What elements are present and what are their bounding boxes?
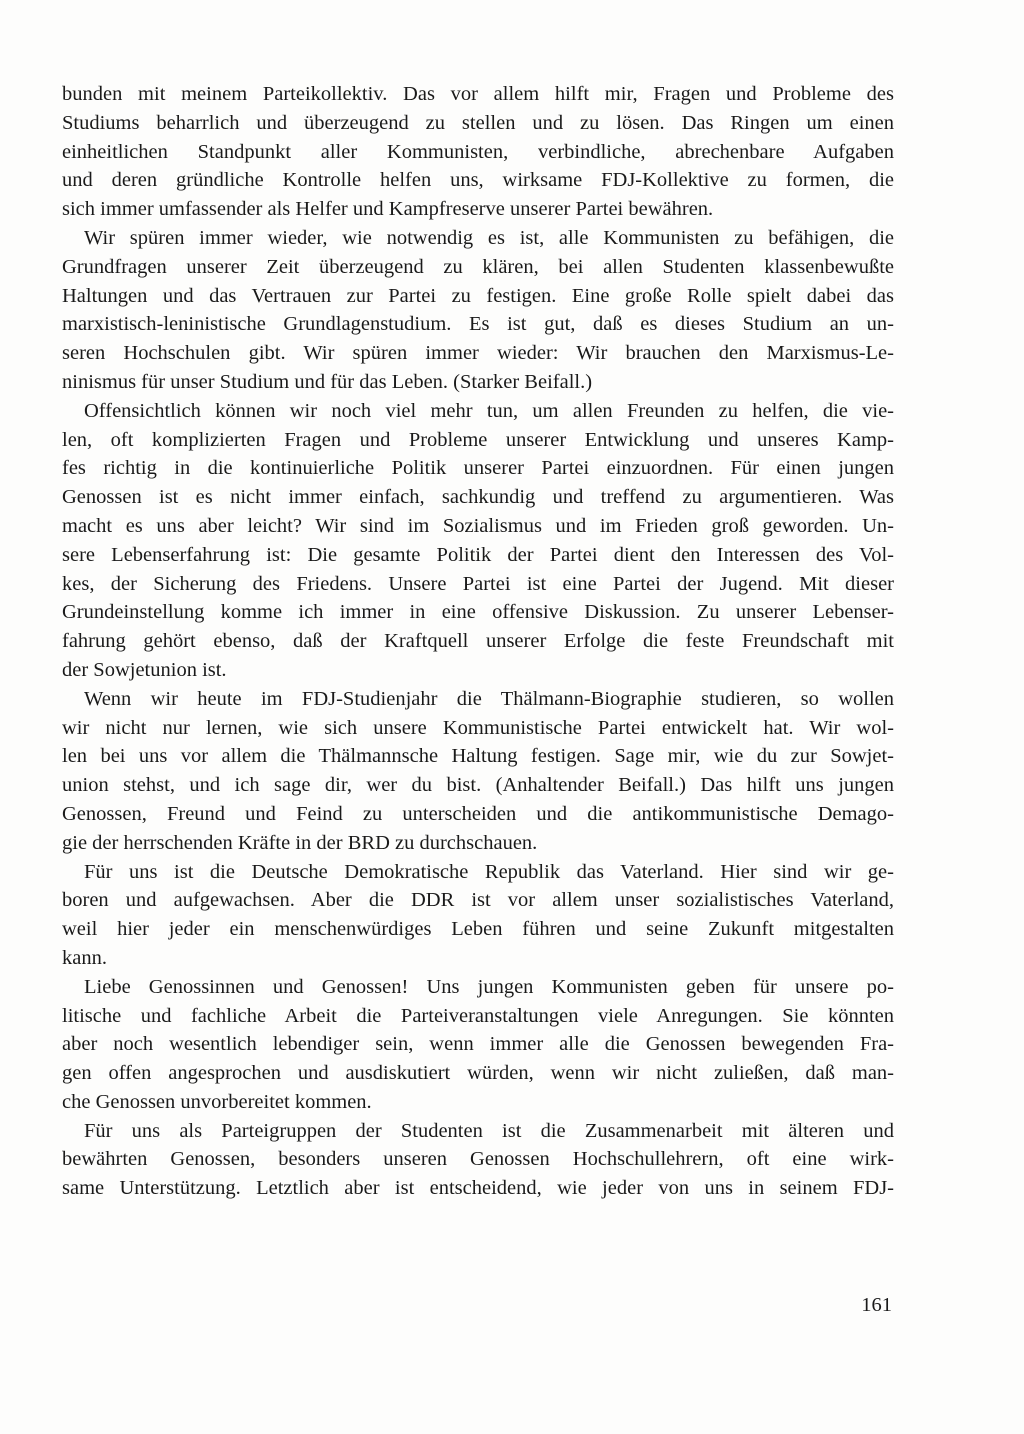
- text-line: Wenn wir heute im FDJ-Studienjahr die Thälmann-Biographie studieren, so wollen: [84, 687, 894, 710]
- text-line: kes, der Sicherung des Friedens. Unsere Partei ist eine Partei der Jugend. Mit dieser: [62, 572, 894, 595]
- text-line: seren Hochschulen gibt. Wir spüren immer wieder: Wir brauchen den Marxismus-Le-: [62, 342, 894, 365]
- text-line: bewährten Genossen, besonders unseren Genossen Hochschullehrern, oft eine wirk-: [62, 1148, 894, 1171]
- text-line: gen offen angesprochen und ausdiskutiert würden, wenn wir nicht zuließen, daß man-: [62, 1062, 894, 1085]
- text-line: Studiums beharrlich und überzeugend zu stellen und zu lösen. Das Ringen um einen: [62, 111, 894, 134]
- text-line: sere Lebenserfahrung ist: Die gesamte Politik der Partei dient den Interessen des Vol-: [62, 543, 894, 566]
- text-line: union stehst, und ich sage dir, wer du bist. (Anhaltender Beifall.) Das hilft uns jungen: [62, 774, 894, 797]
- text-line: Grundeinstellung komme ich immer in eine offensive Diskussion. Zu unserer Lebenser-: [62, 601, 894, 624]
- text-line: macht es uns aber leicht? Wir sind im Sozialismus und im Frieden groß geworden. Un-: [62, 514, 894, 537]
- paragraph-3: [62, 397, 894, 685]
- paragraph-4: [62, 685, 894, 858]
- text-line: kann.: [62, 946, 107, 969]
- text-line: Haltungen und das Vertrauen zur Partei zu festigen. Eine große Rolle spielt dabei das: [62, 284, 894, 307]
- text-line: ninismus für unser Studium und für das Leben. (Starker Beifall.): [62, 370, 593, 393]
- text-line: und deren gründliche Kontrolle helfen uns, wirksame FDJ-Kollektive zu formen, die: [62, 169, 894, 192]
- text-line: Offensichtlich können wir noch viel mehr tun, um allen Freunden zu helfen, die vie-: [84, 399, 894, 422]
- text-line: Wir spüren immer wieder, wie notwendig es ist, alle Kommunisten zu befähigen, die: [84, 226, 894, 249]
- text-line: der Sowjetunion ist.: [62, 658, 227, 681]
- text-line: Liebe Genossinnen und Genossen! Uns jungen Kommunisten geben für unsere po-: [84, 975, 894, 998]
- text-line: Für uns als Parteigruppen der Studenten ist die Zusammenarbeit mit älteren und: [84, 1119, 894, 1142]
- text-line: same Unterstützung. Letztlich aber ist entscheidend, wie jeder von uns in seinem FDJ-: [62, 1177, 894, 1200]
- text-line: wir nicht nur lernen, wie sich unsere Kommunistische Partei entwickelt hat. Wir wol-: [62, 716, 894, 739]
- text-line: len, oft komplizierten Fragen und Probleme unserer Entwicklung und unseres Kamp-: [62, 428, 894, 451]
- text-line: marxistisch-leninistische Grundlagenstudium. Es ist gut, daß es dieses Studium an un-: [62, 313, 894, 336]
- text-line: fahrung gehört ebenso, daß der Kraftquell unserer Erfolge die feste Freundschaft mit: [62, 630, 894, 653]
- paragraph-1: [62, 80, 894, 224]
- text-line: litische und fachliche Arbeit die Parteiveranstaltungen viele Anregungen. Sie könnten: [62, 1004, 894, 1027]
- text-line: Für uns ist die Deutsche Demokratische Republik das Vaterland. Hier sind wir ge-: [84, 860, 894, 883]
- text-line: fes richtig in die kontinuierliche Politik unserer Partei einzuordnen. Für einen jungen: [62, 457, 894, 480]
- page-number: 161: [861, 1294, 892, 1316]
- text-line: sich immer umfassender als Helfer und Kampfreserve unserer Partei bewähren.: [62, 198, 714, 221]
- text-line: Grundfragen unserer Zeit überzeugend zu klären, bei allen Studenten klassenbewußte: [62, 255, 894, 278]
- body-text: [62, 80, 894, 1203]
- paragraph-5: [62, 858, 894, 973]
- paragraph-2: [62, 224, 894, 397]
- text-line: len bei uns vor allem die Thälmannsche Haltung festigen. Sage mir, wie du zur Sowjet-: [62, 745, 894, 768]
- paragraph-6: [62, 973, 894, 1117]
- text-line: gie der herrschenden Kräfte in der BRD zu durchschauen.: [62, 831, 538, 854]
- text-line: einheitlichen Standpunkt aller Kommunisten, verbindliche, abrechenbare Aufgaben: [62, 140, 894, 163]
- text-line: Genossen ist es nicht immer einfach, sachkundig und treffend zu argumentieren. Was: [62, 486, 894, 509]
- text-line: aber noch wesentlich lebendiger sein, wenn immer alle die Genossen bewegenden Fra-: [62, 1033, 894, 1056]
- text-line: che Genossen unvorbereitet kommen.: [62, 1090, 372, 1113]
- paragraph-7: [62, 1117, 894, 1203]
- text-line: weil hier jeder ein menschenwürdiges Leben führen und seine Zukunft mitgestalten: [62, 918, 894, 941]
- text-line: bunden mit meinem Parteikollektiv. Das vor allem hilft mir, Fragen und Probleme des: [62, 83, 894, 105]
- text-line: Genossen, Freund und Feind zu unterscheiden und die antikommunistische Demago-: [62, 802, 894, 825]
- text-line: boren und aufgewachsen. Aber die DDR ist vor allem unser sozialistisches Vaterland,: [62, 889, 894, 912]
